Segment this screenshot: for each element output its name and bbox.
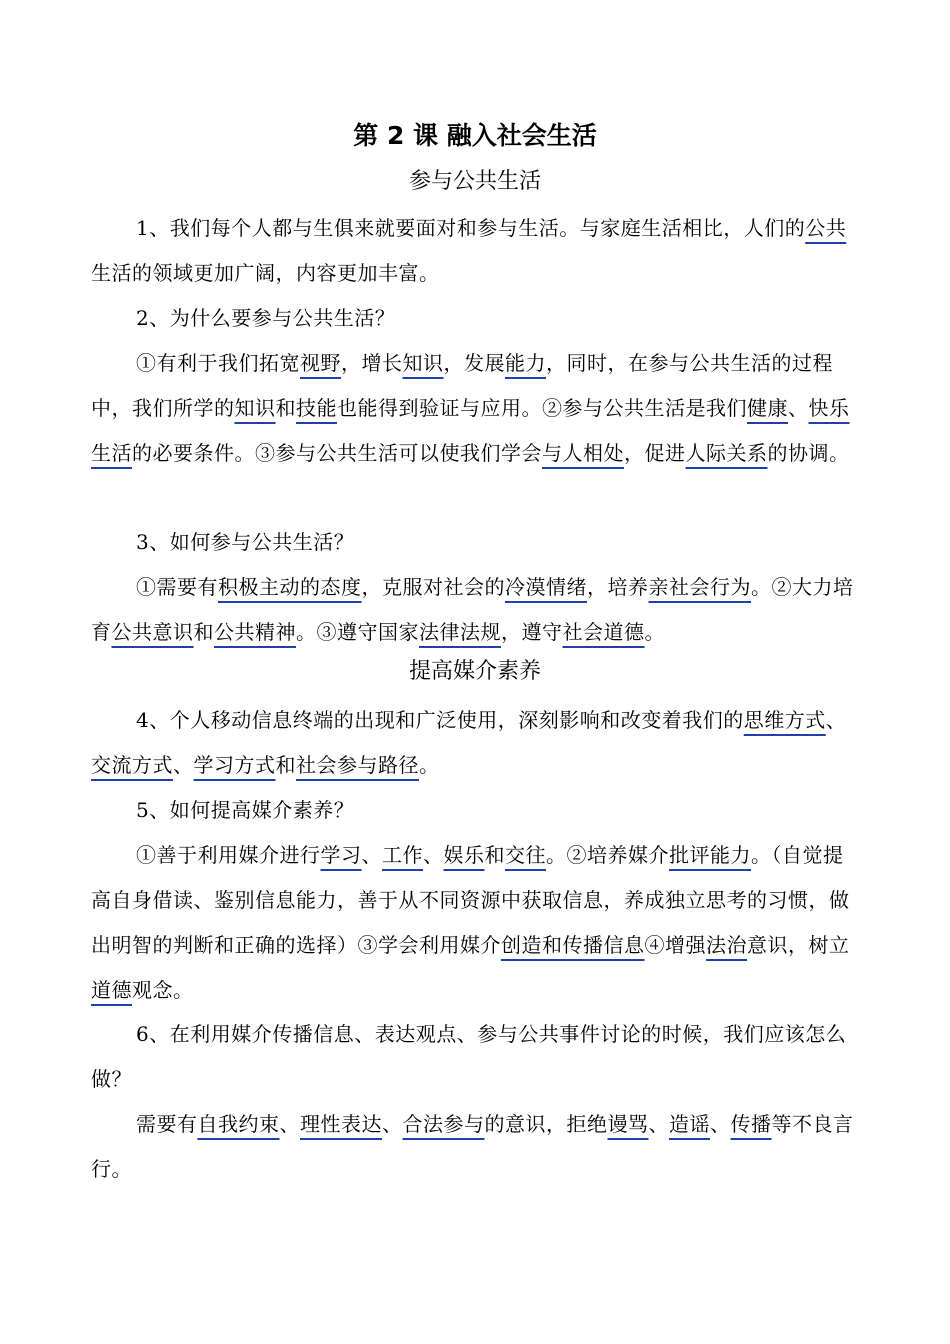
- text: 和: [484, 843, 505, 867]
- text: 需要有: [136, 1112, 198, 1136]
- key-term: 合法参与: [402, 1112, 485, 1136]
- key-term: 思维方式: [743, 708, 826, 732]
- key-term: 批评能力: [669, 843, 751, 867]
- key-term: 造谣: [669, 1112, 710, 1136]
- key-term: 亲社会行为: [648, 575, 751, 599]
- text: ，发展: [443, 351, 505, 375]
- key-term: 公共精神: [214, 620, 296, 644]
- key-term: 交流方式: [91, 753, 173, 777]
- key-term: 道德: [91, 978, 132, 1002]
- key-term: 理性表达: [300, 1112, 382, 1136]
- text: 等不良言行。: [91, 1112, 854, 1181]
- text: ，克服对社会的: [361, 575, 505, 599]
- text: 。: [419, 753, 440, 777]
- text: ，增长: [341, 351, 403, 375]
- key-term: 快乐生活: [91, 396, 850, 465]
- text: 观念。: [132, 978, 194, 1002]
- key-term: 冷漠情绪: [505, 575, 587, 599]
- key-term: 公共: [805, 216, 847, 240]
- key-term: 社会道德: [562, 620, 645, 644]
- key-term: 视野: [300, 351, 341, 375]
- key-term: 法律法规: [419, 620, 501, 644]
- text: ④增强: [644, 933, 706, 957]
- paragraph-6-answer: [91, 1102, 861, 1192]
- text: 也能得到验证与应用。②参与公共生活是我们: [337, 396, 747, 420]
- section-heading-media-literacy: 提高媒介素养: [408, 659, 541, 684]
- key-term: 人际关系: [685, 441, 768, 465]
- text: 的必要条件。③参与公共生活可以使我们学会: [132, 441, 542, 465]
- text: 。③遵守国家: [296, 620, 419, 644]
- key-term: 积极主动的态度: [218, 575, 362, 599]
- key-term: 工作: [382, 843, 423, 867]
- paragraph-3: [91, 341, 861, 476]
- text: 和: [275, 396, 296, 420]
- paragraph-5-answer: [91, 833, 861, 1013]
- text: 、: [710, 1112, 731, 1136]
- key-term: 社会参与路径: [296, 753, 419, 777]
- key-term: 技能: [296, 396, 337, 420]
- text: ，培养: [587, 575, 649, 599]
- text: 、: [361, 843, 382, 867]
- text: 1、我们每个人都与生俱来就要面对和参与生活。与家庭生活相比，人们的: [136, 216, 806, 240]
- text: 的协调。: [767, 441, 850, 465]
- key-term: 谩骂: [607, 1112, 649, 1136]
- text: 、: [423, 843, 444, 867]
- question-5: 5、如何提高媒介素养？: [136, 798, 355, 822]
- text: ①需要有: [136, 575, 218, 599]
- text: 的意识，拒绝: [484, 1112, 608, 1136]
- text: 、: [648, 1112, 669, 1136]
- text: 4、个人移动信息终端的出现和广泛使用，深刻影响和改变着我们的: [136, 708, 744, 732]
- key-term: 健康: [747, 396, 788, 420]
- question-2: 2、为什么要参与公共生活？: [136, 306, 396, 330]
- key-term: 交往: [505, 843, 546, 867]
- key-term: 公共意识: [111, 620, 194, 644]
- key-term: 学习: [320, 843, 362, 867]
- question-6: 6、在利用媒介传播信息、表达观点、参与公共事件讨论的时候，我们应该怎么做？: [91, 1022, 847, 1091]
- key-term: 知识: [234, 396, 276, 420]
- question-3: 3、如何参与公共生活？: [136, 530, 355, 554]
- text: 。②培养媒介: [546, 843, 669, 867]
- paragraph-4: [91, 698, 861, 788]
- text: 和: [275, 753, 296, 777]
- lesson-title: 第 2 课 融入社会生活: [353, 121, 597, 150]
- text: ①善于利用媒介进行: [136, 843, 321, 867]
- key-term: 自我约束: [197, 1112, 280, 1136]
- text: 、: [173, 753, 194, 777]
- text: 、: [279, 1112, 300, 1136]
- text: ，遵守: [501, 620, 563, 644]
- text: 、: [788, 396, 809, 420]
- text: 。②大力培育: [91, 575, 854, 644]
- key-term: 学习方式: [193, 753, 276, 777]
- text: 意识，树立: [747, 933, 850, 957]
- text: ，促进: [624, 441, 686, 465]
- text: 和: [193, 620, 214, 644]
- paragraph-1: [91, 206, 861, 296]
- key-term: 娱乐: [443, 843, 485, 867]
- text: ，同时，在参与公共生活的过程中，我们所学的: [91, 351, 833, 420]
- key-term: 知识: [402, 351, 444, 375]
- text: 、: [382, 1112, 403, 1136]
- text: 生活的领域更加广阔，内容更加丰富。: [91, 261, 440, 285]
- key-term: 与人相处: [542, 441, 624, 465]
- key-term: 能力: [505, 351, 546, 375]
- key-term: 创造和传播信息: [501, 933, 645, 957]
- paragraph-5: [91, 565, 861, 655]
- text: ①有利于我们拓宽: [136, 351, 300, 375]
- key-term: 法治: [706, 933, 747, 957]
- key-term: 传播: [730, 1112, 772, 1136]
- text: 、: [825, 708, 847, 732]
- text: 。: [644, 620, 665, 644]
- text: 。（自觉提高自身借读、鉴别信息能力，善于从不同资源中获取信息，养成独立思考的习惯，做出明智的判断和正确的选择）③学会利用媒介: [91, 843, 850, 957]
- section-heading-public-life: 参与公共生活: [408, 169, 541, 194]
